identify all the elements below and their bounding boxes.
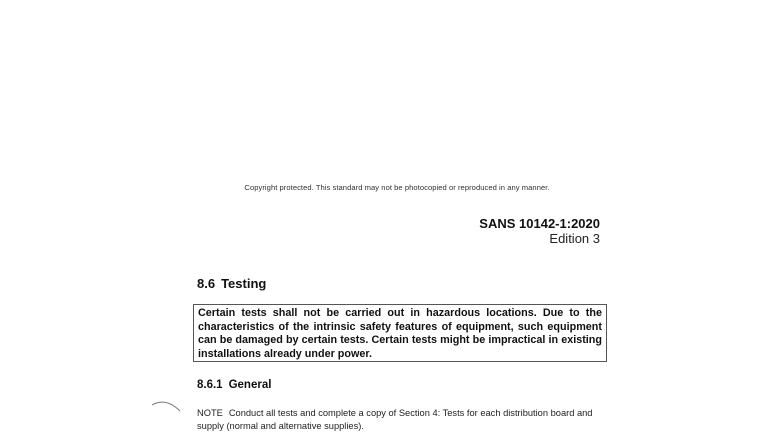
subsection-heading-general <box>197 379 271 391</box>
warning-text: Certain tests shall not be carried out in hazardous locations. Due to the characteristics of the intrinsic safety features of equipment, such equipment can be damaged by certain tests. Certain tests might be impractical in existing installations already under power. <box>198 307 602 360</box>
standard-edition: Edition 3 <box>549 231 600 246</box>
section-heading-testing <box>197 276 266 291</box>
subsection-number: 8.6.1 <box>197 379 223 391</box>
margin-mark-icon <box>150 397 184 413</box>
subsection-title: General <box>228 379 272 391</box>
note-label: NOTE <box>197 408 223 418</box>
section-title: Testing <box>221 276 267 291</box>
standard-identifier <box>479 216 600 246</box>
standard-code: SANS 10142-1:2020 <box>479 216 600 231</box>
section-number: 8.6 <box>197 276 216 291</box>
note-paragraph <box>197 407 617 432</box>
note-text: Conduct all tests and complete a copy of Section 4: Tests for each distribution board and supply (normal and alternative supplies). <box>197 408 593 431</box>
warning-box <box>193 304 607 362</box>
copyright-notice: Copyright protected. This standard may not be photocopied or reproduced in any manner. <box>244 183 550 192</box>
